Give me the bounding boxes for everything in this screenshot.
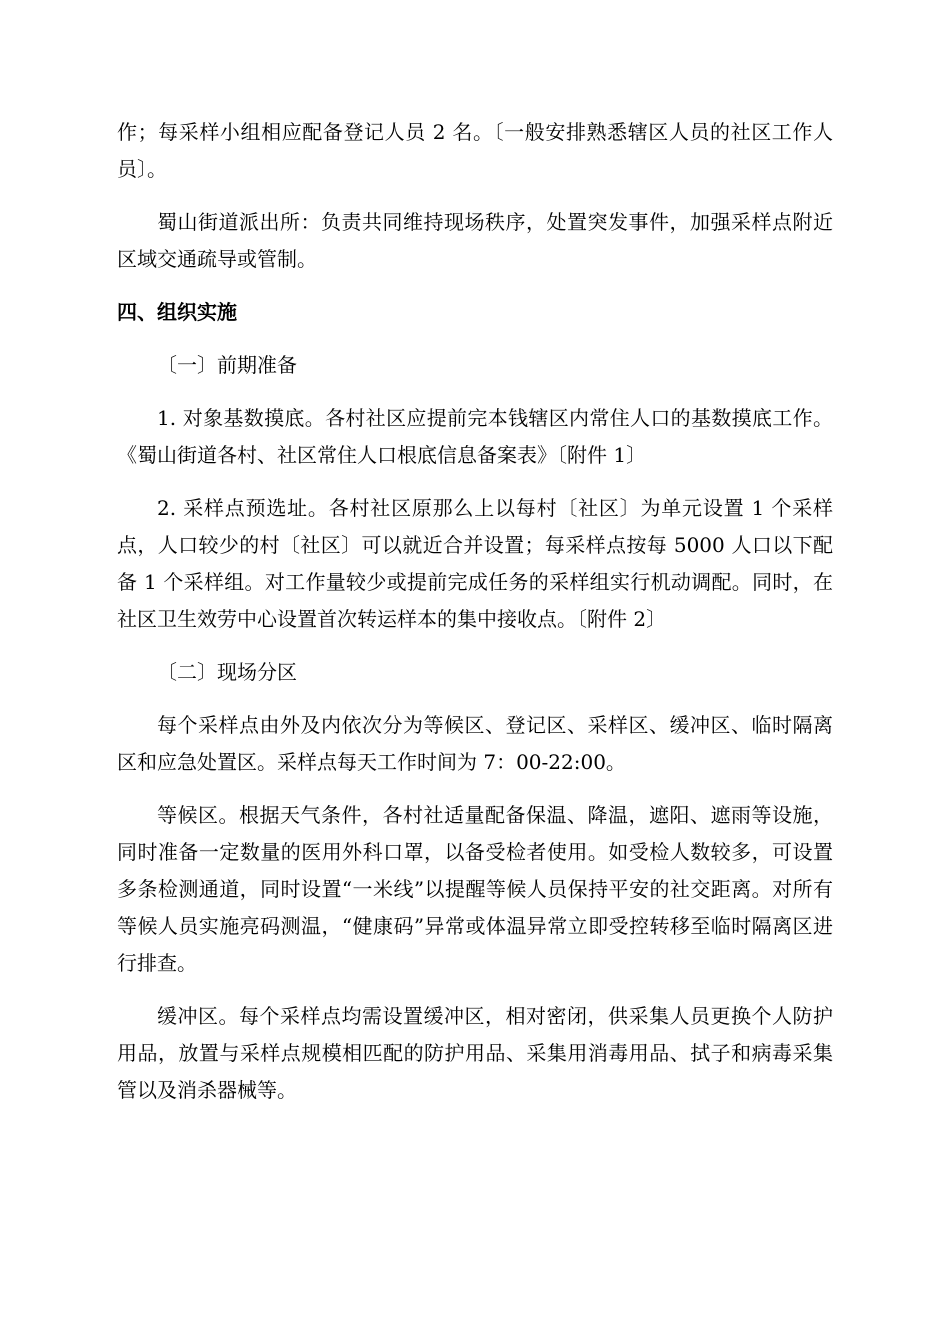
paragraph-police-station: 蜀山街道派出所：负责共同维持现场秩序，处置突发事件，加强采样点附近区域交通疏导或管制。	[117, 210, 833, 271]
paragraph-site-selection: 2. 采样点预选址。各村社区原那么上以每村〔社区〕为单元设置 1 个采样点，人口较少的村〔社区〕可以就近合并设置；每采样点按每 5000 人口以下配备 1 个采样组。对工作量较少或提前完成任务的采样组实行机动调配。同时，在社区卫生效劳中心设置首次转运样本的集中接收点。〔附件 2〕	[117, 496, 833, 631]
section-heading-implementation: 四、组织实施	[117, 300, 237, 324]
subheading-preparation: 〔一〕前期准备	[157, 353, 297, 377]
document-page	[117, 114, 833, 1125]
paragraph-continuation: 作；每采样小组相应配备登记人员 2 名。〔一般安排熟悉辖区人员的社区工作人员〕。	[117, 120, 833, 181]
paragraph-zone-order: 每个采样点由外及内依次分为等候区、登记区、采样区、缓冲区、临时隔离区和应急处置区。采样点每天工作时间为 7：00-22:00。	[117, 713, 833, 774]
subheading-site-zoning: 〔二〕现场分区	[157, 660, 297, 684]
paragraph-waiting-area: 等候区。根据天气条件，各村社适量配备保温、降温，遮阳、遮雨等设施，同时准备一定数量的医用外科口罩，以备受检者使用。如受检人数较多，可设置多条检测通道，同时设置“一米线”以提醒等候人员保持平安的社交距离。对所有等候人员实施亮码测温，“健康码”异常或体温异常立即受控转移至临时隔离区进行排查。	[117, 803, 833, 975]
paragraph-buffer-area: 缓冲区。每个采样点均需设置缓冲区，相对密闭，供采集人员更换个人防护用品，放置与采样点规模相匹配的防护用品、采集用消毒用品、拭子和病毒采集管以及消杀器械等。	[117, 1004, 833, 1102]
paragraph-population-baseline: 1. 对象基数摸底。各村社区应提前完本钱辖区内常住人口的基数摸底工作。《蜀山街道各村、社区常住人口根底信息备案表》〔附件 1〕	[117, 406, 833, 467]
